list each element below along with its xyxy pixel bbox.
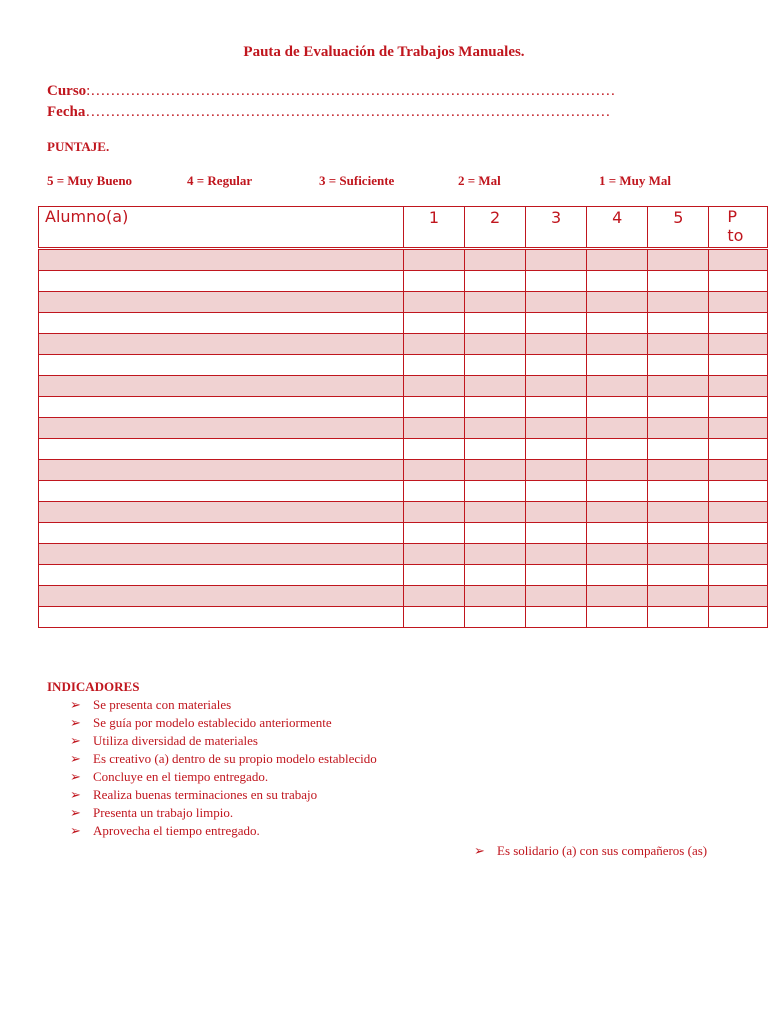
score-cell xyxy=(403,397,464,418)
score-cell xyxy=(709,607,768,628)
score-cell xyxy=(587,586,648,607)
page-title: Pauta de Evaluación de Trabajos Manuales. xyxy=(243,44,525,60)
extra-indicator-text: Es solidario (a) con sus compañeros (as) xyxy=(497,843,708,858)
student-name-cell xyxy=(39,313,404,334)
score-cell xyxy=(709,481,768,502)
score-cell xyxy=(709,355,768,376)
student-name-cell xyxy=(39,418,404,439)
student-name-cell xyxy=(39,334,404,355)
score-cell xyxy=(465,292,526,313)
table-row xyxy=(39,355,768,376)
score-cell xyxy=(709,334,768,355)
score-cell xyxy=(648,397,709,418)
score-cell xyxy=(587,334,648,355)
score-cell xyxy=(465,439,526,460)
table-row xyxy=(39,397,768,418)
score-cell xyxy=(709,460,768,481)
score-cell xyxy=(709,418,768,439)
score-cell xyxy=(465,334,526,355)
score-cell xyxy=(403,523,464,544)
score-cell xyxy=(709,397,768,418)
score-cell xyxy=(465,523,526,544)
header-3: 3 xyxy=(526,207,587,249)
table-row xyxy=(39,334,768,355)
score-cell xyxy=(709,565,768,586)
score-cell xyxy=(709,313,768,334)
table-row xyxy=(39,565,768,586)
bullet-arrow-icon: ➢ xyxy=(70,715,81,730)
score-cell xyxy=(709,376,768,397)
score-cell xyxy=(526,607,587,628)
score-4: 4 = Regular xyxy=(187,173,253,188)
score-cell xyxy=(587,376,648,397)
indicator-text: Realiza buenas terminaciones en su trabajo xyxy=(93,787,318,802)
score-cell xyxy=(648,460,709,481)
score-cell xyxy=(648,376,709,397)
score-cell xyxy=(526,502,587,523)
student-name-cell xyxy=(39,376,404,397)
bullet-arrow-icon: ➢ xyxy=(474,843,485,858)
score-cell xyxy=(526,460,587,481)
score-cell xyxy=(587,418,648,439)
score-cell xyxy=(587,271,648,292)
header-1: 1 xyxy=(403,207,464,249)
score-cell xyxy=(648,418,709,439)
score-cell xyxy=(526,439,587,460)
score-cell xyxy=(648,502,709,523)
student-name-cell xyxy=(39,481,404,502)
score-cell xyxy=(526,292,587,313)
score-cell xyxy=(465,271,526,292)
score-cell xyxy=(465,565,526,586)
score-cell xyxy=(587,249,648,271)
bullet-arrow-icon: ➢ xyxy=(70,697,81,712)
fecha-line xyxy=(47,104,610,121)
score-cell xyxy=(709,439,768,460)
score-cell xyxy=(648,355,709,376)
bullet-arrow-icon: ➢ xyxy=(70,805,81,820)
score-5: 5 = Muy Bueno xyxy=(47,173,133,188)
score-cell xyxy=(465,397,526,418)
score-cell xyxy=(648,544,709,565)
score-2: 2 = Mal xyxy=(458,173,501,188)
table-row xyxy=(39,502,768,523)
score-cell xyxy=(403,565,464,586)
table-row xyxy=(39,249,768,271)
score-cell xyxy=(403,607,464,628)
score-cell xyxy=(648,271,709,292)
score-cell xyxy=(648,565,709,586)
score-cell xyxy=(587,355,648,376)
table-row xyxy=(39,439,768,460)
score-cell xyxy=(403,249,464,271)
table-row xyxy=(39,460,768,481)
score-cell xyxy=(465,355,526,376)
score-cell xyxy=(526,544,587,565)
student-name-cell xyxy=(39,439,404,460)
bullet-arrow-icon: ➢ xyxy=(70,733,81,748)
header-total-line1: P xyxy=(727,207,737,226)
indicators-heading: INDICADORES xyxy=(47,679,140,694)
indicator-text: Es creativo (a) dentro de su propio modelo establecido xyxy=(93,751,377,766)
indicator-text: Concluye en el tiempo entregado. xyxy=(93,769,269,784)
indicator-text: Aprovecha el tiempo entregado. xyxy=(93,823,260,838)
student-name-cell xyxy=(39,249,404,271)
score-cell xyxy=(709,523,768,544)
score-cell xyxy=(587,544,648,565)
score-cell xyxy=(465,607,526,628)
table-row xyxy=(39,313,768,334)
score-cell xyxy=(465,544,526,565)
score-3: 3 = Suficiente xyxy=(319,173,395,188)
indicator-text: Presenta un trabajo limpio. xyxy=(93,805,234,820)
table-row xyxy=(39,523,768,544)
student-name-cell xyxy=(39,292,404,313)
table-header-row xyxy=(39,207,768,249)
score-cell xyxy=(587,313,648,334)
student-name-cell xyxy=(39,355,404,376)
student-name-cell xyxy=(39,271,404,292)
header-alumno: Alumno(a) xyxy=(39,207,404,249)
score-cell xyxy=(648,481,709,502)
score-cell xyxy=(403,544,464,565)
score-cell xyxy=(526,586,587,607)
bullet-arrow-icon: ➢ xyxy=(70,787,81,802)
table-row xyxy=(39,418,768,439)
score-cell xyxy=(526,418,587,439)
score-cell xyxy=(648,523,709,544)
score-cell xyxy=(648,249,709,271)
score-cell xyxy=(587,439,648,460)
bullet-arrow-icon: ➢ xyxy=(70,823,81,838)
header-2: 2 xyxy=(465,207,526,249)
curso-line xyxy=(47,83,615,100)
score-cell xyxy=(403,502,464,523)
score-cell xyxy=(648,334,709,355)
score-cell xyxy=(403,313,464,334)
score-cell xyxy=(526,313,587,334)
indicator-item xyxy=(70,696,377,714)
student-name-cell xyxy=(39,565,404,586)
fecha-dots: …………………………………………………………………………………………… xyxy=(85,104,611,120)
table-row xyxy=(39,607,768,628)
score-cell xyxy=(403,376,464,397)
score-cell xyxy=(526,397,587,418)
table-body xyxy=(39,249,768,628)
score-cell xyxy=(709,271,768,292)
score-cell xyxy=(709,502,768,523)
evaluation-table xyxy=(38,206,768,628)
bullet-arrow-icon: ➢ xyxy=(70,769,81,784)
score-cell xyxy=(709,249,768,271)
header-puntaje-total xyxy=(709,207,768,249)
fecha-label: Fecha xyxy=(47,104,86,120)
score-cell xyxy=(648,586,709,607)
score-cell xyxy=(526,355,587,376)
score-cell xyxy=(526,481,587,502)
puntaje-heading: PUNTAJE. xyxy=(47,139,110,154)
score-cell xyxy=(465,586,526,607)
score-cell xyxy=(403,460,464,481)
indicator-item xyxy=(70,804,377,822)
score-cell xyxy=(403,481,464,502)
score-cell xyxy=(526,376,587,397)
table-row xyxy=(39,376,768,397)
table-row xyxy=(39,481,768,502)
header-5: 5 xyxy=(648,207,709,249)
score-cell xyxy=(403,586,464,607)
score-cell xyxy=(465,313,526,334)
table-row xyxy=(39,544,768,565)
score-cell xyxy=(648,439,709,460)
score-cell xyxy=(709,586,768,607)
student-name-cell xyxy=(39,607,404,628)
score-cell xyxy=(526,271,587,292)
score-cell xyxy=(709,292,768,313)
student-name-cell xyxy=(39,460,404,481)
bullet-arrow-icon: ➢ xyxy=(70,751,81,766)
score-cell xyxy=(403,418,464,439)
header-4: 4 xyxy=(587,207,648,249)
score-1: 1 = Muy Mal xyxy=(599,173,672,188)
score-cell xyxy=(587,502,648,523)
score-cell xyxy=(465,249,526,271)
score-cell xyxy=(403,334,464,355)
student-name-cell xyxy=(39,523,404,544)
indicator-item xyxy=(70,786,377,804)
indicator-item xyxy=(70,768,377,786)
student-name-cell xyxy=(39,397,404,418)
score-cell xyxy=(587,397,648,418)
indicator-text: Se guía por modelo establecido anteriormente xyxy=(93,715,332,730)
score-cell xyxy=(526,249,587,271)
score-cell xyxy=(403,439,464,460)
curso-dots: :…………………………………………………………………………………………… xyxy=(86,83,616,99)
score-cell xyxy=(403,292,464,313)
score-cell xyxy=(587,565,648,586)
table-row xyxy=(39,586,768,607)
score-cell xyxy=(526,565,587,586)
extra-indicator xyxy=(474,841,737,860)
header-total-line2: to xyxy=(727,226,744,245)
curso-label: Curso xyxy=(47,83,87,99)
score-cell xyxy=(465,376,526,397)
score-cell xyxy=(648,313,709,334)
score-cell xyxy=(648,292,709,313)
student-name-cell xyxy=(39,502,404,523)
student-name-cell xyxy=(39,586,404,607)
indicators-list xyxy=(70,696,377,840)
score-cell xyxy=(465,502,526,523)
indicator-text: Se presenta con materiales xyxy=(93,697,232,712)
student-name-cell xyxy=(39,544,404,565)
table-row xyxy=(39,292,768,313)
score-cell xyxy=(587,292,648,313)
score-cell xyxy=(403,355,464,376)
score-cell xyxy=(648,607,709,628)
score-cell xyxy=(526,523,587,544)
indicator-item xyxy=(70,750,377,768)
table-row xyxy=(39,271,768,292)
indicator-item xyxy=(70,822,377,840)
score-cell xyxy=(465,460,526,481)
score-cell xyxy=(465,418,526,439)
score-cell xyxy=(465,481,526,502)
indicator-item xyxy=(70,714,377,732)
score-cell xyxy=(403,271,464,292)
indicator-text: Utiliza diversidad de materiales xyxy=(93,733,258,748)
score-cell xyxy=(587,607,648,628)
score-cell xyxy=(587,481,648,502)
score-cell xyxy=(587,460,648,481)
score-cell xyxy=(709,544,768,565)
score-cell xyxy=(526,334,587,355)
score-cell xyxy=(587,523,648,544)
indicator-item xyxy=(70,732,377,750)
